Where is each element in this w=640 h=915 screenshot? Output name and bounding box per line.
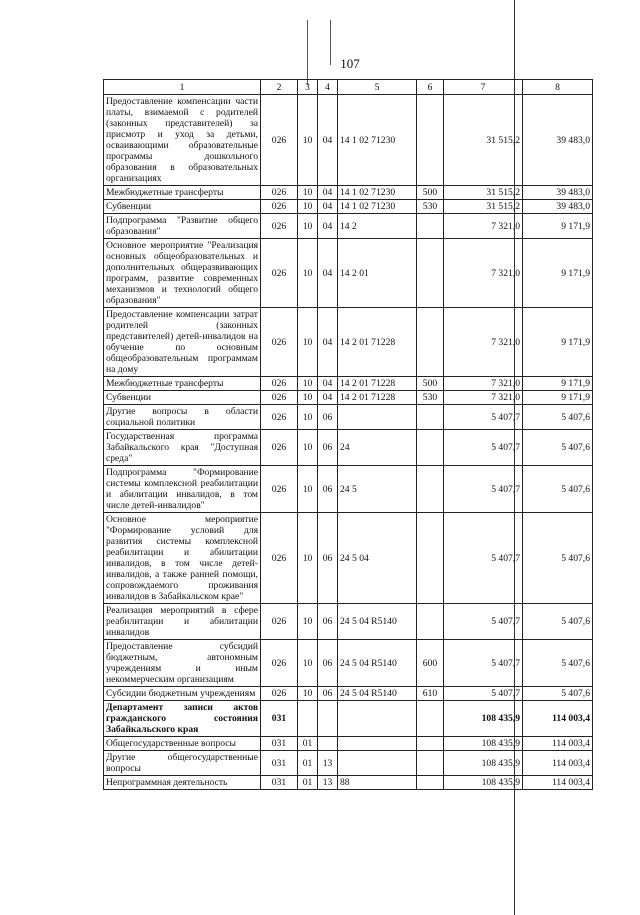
cell-v1: 108 435,9 xyxy=(444,776,523,790)
cell-v1: 31 515,2 xyxy=(444,186,523,200)
cell-ved: 031 xyxy=(261,776,298,790)
cell-v1: 108 435,9 xyxy=(444,737,523,751)
cell-csr xyxy=(338,405,417,430)
cell-csr: 24 5 04 R5140 xyxy=(338,604,417,640)
table-row xyxy=(104,186,593,200)
table-row xyxy=(104,466,593,513)
cell-ved: 026 xyxy=(261,391,298,405)
cell-rz: 01 xyxy=(298,776,318,790)
cell-csr: 24 5 04 R5140 xyxy=(338,687,417,701)
table-row xyxy=(104,701,593,737)
table-row xyxy=(104,239,593,308)
cell-csr: 88 xyxy=(338,776,417,790)
cell-name: Субвенции xyxy=(104,391,261,405)
cell-v1: 108 435,9 xyxy=(444,751,523,776)
table-row xyxy=(104,751,593,776)
cell-ved: 026 xyxy=(261,513,298,604)
column-header: 8 xyxy=(523,80,593,95)
cell-v1: 7 321,0 xyxy=(444,377,523,391)
cell-name: Общегосударственные вопросы xyxy=(104,737,261,751)
cell-pr: 06 xyxy=(318,604,338,640)
column-header: 6 xyxy=(417,80,444,95)
cell-v1: 31 515,2 xyxy=(444,200,523,214)
cell-rz: 10 xyxy=(298,377,318,391)
cell-csr: 24 5 xyxy=(338,466,417,513)
cell-v2: 9 171,9 xyxy=(523,308,593,377)
cell-pr: 06 xyxy=(318,640,338,687)
cell-v2: 39 483,0 xyxy=(523,200,593,214)
cell-v2: 9 171,9 xyxy=(523,239,593,308)
cell-v1: 31 515,2 xyxy=(444,95,523,186)
cell-name: Предоставление субсидий бюджетным, автономным учреждениям и иным некоммерческим организациям xyxy=(104,640,261,687)
cell-vr xyxy=(417,776,444,790)
cell-name: Межбюджетные трансферты xyxy=(104,186,261,200)
cell-v1: 5 407,7 xyxy=(444,640,523,687)
cell-v2: 5 407,6 xyxy=(523,405,593,430)
cell-ved: 026 xyxy=(261,466,298,513)
cell-pr: 13 xyxy=(318,776,338,790)
page-number: 107 xyxy=(340,56,360,71)
cell-ved: 026 xyxy=(261,186,298,200)
cell-csr: 14 1 02 71230 xyxy=(338,95,417,186)
cell-v2: 9 171,9 xyxy=(523,391,593,405)
cell-ved: 026 xyxy=(261,95,298,186)
cell-v2: 114 003,4 xyxy=(523,737,593,751)
cell-rz: 10 xyxy=(298,308,318,377)
cell-ved: 026 xyxy=(261,405,298,430)
cell-pr: 04 xyxy=(318,95,338,186)
cell-ved: 031 xyxy=(261,737,298,751)
cell-csr: 14 1 02 71230 xyxy=(338,200,417,214)
cell-name: Государственная программа Забайкальского края "Доступная среда" xyxy=(104,430,261,466)
cell-v2: 9 171,9 xyxy=(523,214,593,239)
cell-csr: 24 5 04 R5140 xyxy=(338,640,417,687)
cell-pr xyxy=(318,701,338,737)
table-row xyxy=(104,430,593,466)
cell-v2: 5 407,6 xyxy=(523,604,593,640)
cell-rz: 10 xyxy=(298,640,318,687)
scan-artifact-line xyxy=(307,20,308,85)
cell-vr: 600 xyxy=(417,640,444,687)
cell-name: Непрограммная деятельность xyxy=(104,776,261,790)
cell-v2: 39 483,0 xyxy=(523,95,593,186)
cell-csr: 14 2 01 71228 xyxy=(338,391,417,405)
cell-pr: 04 xyxy=(318,239,338,308)
cell-rz: 10 xyxy=(298,239,318,308)
cell-ved: 026 xyxy=(261,640,298,687)
cell-vr xyxy=(417,214,444,239)
column-header: 4 xyxy=(318,80,338,95)
cell-ved: 026 xyxy=(261,604,298,640)
cell-name: Межбюджетные трансферты xyxy=(104,377,261,391)
cell-vr xyxy=(417,239,444,308)
table-row xyxy=(104,405,593,430)
cell-rz: 10 xyxy=(298,391,318,405)
cell-rz: 10 xyxy=(298,687,318,701)
cell-rz: 10 xyxy=(298,430,318,466)
cell-ved: 026 xyxy=(261,377,298,391)
cell-vr: 610 xyxy=(417,687,444,701)
cell-rz: 10 xyxy=(298,466,318,513)
cell-pr: 04 xyxy=(318,377,338,391)
cell-pr: 13 xyxy=(318,751,338,776)
budget-table xyxy=(103,79,593,790)
cell-pr: 04 xyxy=(318,214,338,239)
cell-vr xyxy=(417,405,444,430)
cell-pr: 06 xyxy=(318,430,338,466)
cell-vr: 500 xyxy=(417,186,444,200)
table-row xyxy=(104,737,593,751)
cell-name: Основное мероприятие "Реализация основных общеобразовательных и дополнительных общеразвивающих программ, развитие современных механизмов и технологий общего образования" xyxy=(104,239,261,308)
cell-name: Подпрограмма "Развитие общего образования" xyxy=(104,214,261,239)
cell-v2: 5 407,6 xyxy=(523,430,593,466)
cell-csr: 24 xyxy=(338,430,417,466)
cell-ved: 026 xyxy=(261,687,298,701)
cell-rz: 10 xyxy=(298,604,318,640)
cell-v2: 5 407,6 xyxy=(523,687,593,701)
cell-ved: 031 xyxy=(261,701,298,737)
cell-v1: 5 407,7 xyxy=(444,604,523,640)
cell-pr: 04 xyxy=(318,186,338,200)
cell-csr: 14 2 xyxy=(338,214,417,239)
cell-v2: 9 171,9 xyxy=(523,377,593,391)
cell-vr xyxy=(417,430,444,466)
cell-pr xyxy=(318,737,338,751)
cell-vr xyxy=(417,701,444,737)
cell-csr xyxy=(338,751,417,776)
cell-ved: 026 xyxy=(261,200,298,214)
cell-csr: 14 2 01 71228 xyxy=(338,377,417,391)
table-row xyxy=(104,308,593,377)
table-row xyxy=(104,604,593,640)
column-header: 2 xyxy=(261,80,298,95)
cell-vr: 500 xyxy=(417,377,444,391)
cell-v2: 5 407,6 xyxy=(523,513,593,604)
cell-name: Предоставление компенсации части платы, взимаемой с родителей (законных представителей) за присмотр и уход за детьми, осваивающими образовательные программы дошкольного образования в образовательных организациях xyxy=(104,95,261,186)
cell-name: Субсидии бюджетным учреждениям xyxy=(104,687,261,701)
cell-rz: 01 xyxy=(298,751,318,776)
cell-rz: 01 xyxy=(298,737,318,751)
table-row xyxy=(104,214,593,239)
cell-name: Основное мероприятие "Формирование условий для развития системы комплексной реабилитации и абилитации инвалидов, в том числе детей-инвалидов, а также ранней помощи, сопровождаемого проживания инвалидов в Забайкальском крае" xyxy=(104,513,261,604)
cell-vr xyxy=(417,95,444,186)
cell-v2: 5 407,6 xyxy=(523,466,593,513)
table-row xyxy=(104,640,593,687)
cell-v1: 7 321,0 xyxy=(444,308,523,377)
cell-pr: 06 xyxy=(318,687,338,701)
cell-v1: 7 321,0 xyxy=(444,239,523,308)
column-header: 7 xyxy=(444,80,523,95)
cell-rz xyxy=(298,701,318,737)
table-row xyxy=(104,95,593,186)
cell-csr: 14 2 01 xyxy=(338,239,417,308)
column-header: 3 xyxy=(298,80,318,95)
cell-ved: 031 xyxy=(261,751,298,776)
cell-name: Предоставление компенсации затрат родителей (законных представителей) детей-инвалидов на обучение по основным общеобразовательным программам на дому xyxy=(104,308,261,377)
cell-csr xyxy=(338,737,417,751)
table-row xyxy=(104,513,593,604)
cell-ved: 026 xyxy=(261,308,298,377)
cell-name: Реализация мероприятий в сфере реабилитации и абилитации инвалидов xyxy=(104,604,261,640)
cell-name: Другие вопросы в области социальной политики xyxy=(104,405,261,430)
table-row xyxy=(104,776,593,790)
cell-rz: 10 xyxy=(298,405,318,430)
cell-vr xyxy=(417,308,444,377)
cell-vr xyxy=(417,751,444,776)
table-row xyxy=(104,391,593,405)
cell-vr: 530 xyxy=(417,200,444,214)
cell-rz: 10 xyxy=(298,200,318,214)
cell-pr: 04 xyxy=(318,308,338,377)
cell-v2: 114 003,4 xyxy=(523,776,593,790)
cell-vr xyxy=(417,604,444,640)
cell-vr xyxy=(417,466,444,513)
table-body xyxy=(104,95,593,790)
cell-csr: 14 1 02 71230 xyxy=(338,186,417,200)
cell-pr: 04 xyxy=(318,391,338,405)
cell-name: Субвенции xyxy=(104,200,261,214)
cell-ved: 026 xyxy=(261,430,298,466)
cell-ved: 026 xyxy=(261,214,298,239)
cell-vr: 530 xyxy=(417,391,444,405)
cell-v1: 5 407,7 xyxy=(444,466,523,513)
cell-v1: 5 407,7 xyxy=(444,513,523,604)
cell-v1: 5 407,7 xyxy=(444,430,523,466)
table-row xyxy=(104,687,593,701)
cell-rz: 10 xyxy=(298,513,318,604)
cell-v2: 114 003,4 xyxy=(523,701,593,737)
cell-v1: 108 435,9 xyxy=(444,701,523,737)
cell-vr xyxy=(417,513,444,604)
cell-pr: 06 xyxy=(318,513,338,604)
table-row xyxy=(104,200,593,214)
cell-v2: 114 003,4 xyxy=(523,751,593,776)
cell-v2: 5 407,6 xyxy=(523,640,593,687)
cell-v2: 39 483,0 xyxy=(523,186,593,200)
cell-pr: 06 xyxy=(318,466,338,513)
column-header: 5 xyxy=(338,80,417,95)
cell-rz: 10 xyxy=(298,186,318,200)
table-header-row xyxy=(104,80,593,95)
cell-v1: 5 407,7 xyxy=(444,405,523,430)
cell-csr: 24 5 04 xyxy=(338,513,417,604)
cell-pr: 06 xyxy=(318,405,338,430)
cell-v1: 7 321,0 xyxy=(444,391,523,405)
cell-vr xyxy=(417,737,444,751)
cell-name: Подпрограмма "Формирование системы комплексной реабилитации и абилитации инвалидов, в том числе детей-инвалидов" xyxy=(104,466,261,513)
cell-csr: 14 2 01 71228 xyxy=(338,308,417,377)
cell-name: Департамент записи актов гражданского состояния Забайкальского края xyxy=(104,701,261,737)
cell-csr xyxy=(338,701,417,737)
cell-ved: 026 xyxy=(261,239,298,308)
cell-name: Другие общегосударственные вопросы xyxy=(104,751,261,776)
cell-v1: 5 407,7 xyxy=(444,687,523,701)
cell-pr: 04 xyxy=(318,200,338,214)
cell-rz: 10 xyxy=(298,214,318,239)
table-row xyxy=(104,377,593,391)
cell-rz: 10 xyxy=(298,95,318,186)
column-header: 1 xyxy=(104,80,261,95)
cell-v1: 7 321,0 xyxy=(444,214,523,239)
